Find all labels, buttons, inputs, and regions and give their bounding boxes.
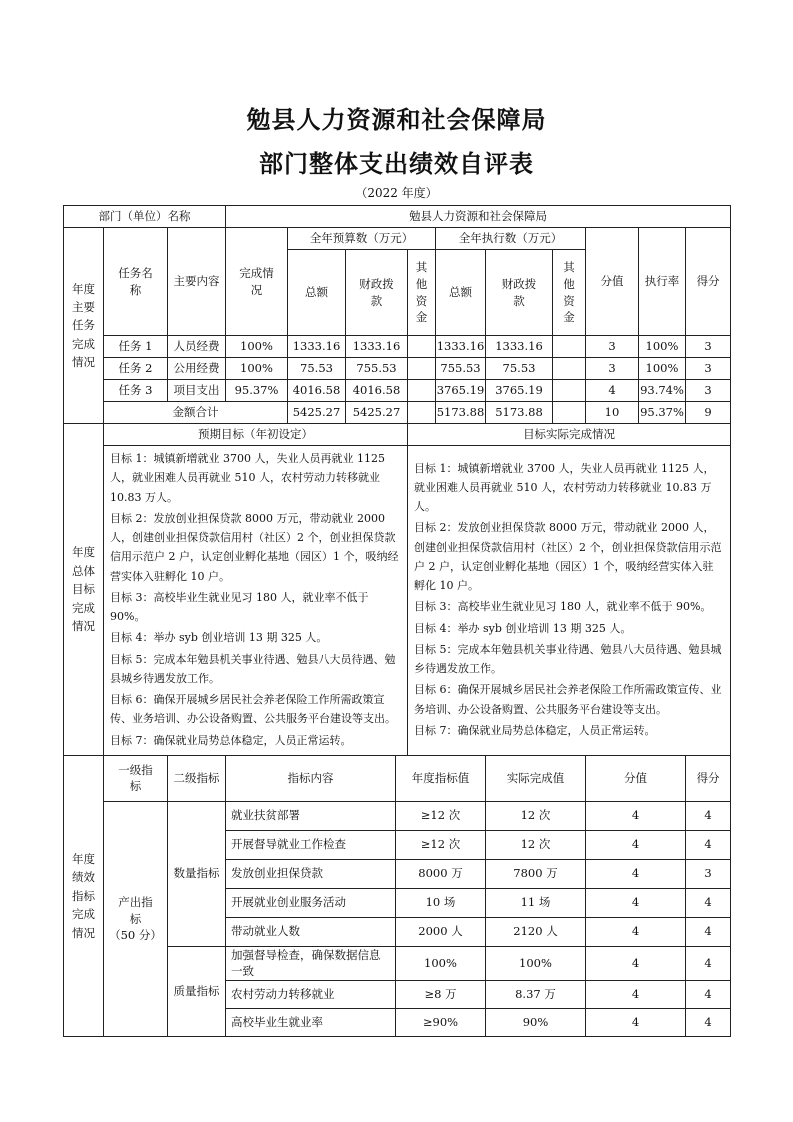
goals-header-row <box>64 424 731 446</box>
task-exec-fiscal: 1333.16 <box>486 336 553 358</box>
task-score-value: 3 <box>586 358 639 380</box>
actual-goal-2: 目标 2：发放创业担保贷款 8000 万元，带动就业 2000 人，创建创业担保贷款信用村（社区）2 个，创业担保贷款信用示范户 2 户，认定创业孵化基地（园区）1 个，吸纳经营实体入驻孵化 10 户。 <box>414 521 722 593</box>
actual-goal-3: 目标 3：高校毕业生就业见习 180 人，就业率不低于 90%。 <box>414 600 712 614</box>
indicator-score: 4 <box>686 1009 731 1037</box>
header-level2: 二级指标 <box>168 755 226 801</box>
header-exec-fiscal: 财政拨 款 <box>486 250 553 336</box>
header-indicator-score: 得分 <box>686 755 731 801</box>
indicator-score: 4 <box>686 917 731 946</box>
indicator-content: 开展就业创业服务活动 <box>226 888 396 917</box>
planned-goal-6: 目标 6：确保开展城乡居民社会养老保险工作所需政策宣传、业务培训、办公设备购置、公共服务平台建设等支出。 <box>110 693 396 726</box>
indicator-target: ≥8 万 <box>396 981 486 1009</box>
task-exec-fiscal: 75.53 <box>486 358 553 380</box>
task-exec-other <box>553 380 586 402</box>
indicator-score-value: 4 <box>586 801 686 830</box>
total-row <box>64 402 731 424</box>
planned-goal-4: 目标 4：举办 syb 创业培训 13 期 325 人。 <box>110 631 328 645</box>
indicator-score: 4 <box>686 888 731 917</box>
task-name: 任务 1 <box>104 336 168 358</box>
planned-goal-1: 目标 1：城镇新增就业 3700 人，失业人员再就业 1125 人，就业困难人员再就业 510 人，农村劳动力转移就业 10.83 万人。 <box>110 452 385 504</box>
performance-table <box>63 205 731 1037</box>
header-budget-group: 全年预算数（万元） <box>288 228 436 250</box>
actual-goal-6: 目标 6：确保开展城乡居民社会养老保险工作所需政策宣传、业务培训、办公设备购置、公共服务平台建设等支出。 <box>414 683 722 716</box>
quantity-indicator-label: 数量指标 <box>168 801 226 946</box>
total-budget-fiscal: 5425.27 <box>346 402 408 424</box>
task-name: 任务 3 <box>104 380 168 402</box>
task-completion: 100% <box>226 358 288 380</box>
task-exec-rate: 100% <box>639 336 686 358</box>
indicator-score: 4 <box>686 946 731 980</box>
goals-content-row <box>64 446 731 756</box>
indicator-score-value: 4 <box>586 917 686 946</box>
task-row <box>64 358 731 380</box>
task-budget-other <box>408 336 436 358</box>
total-budget-total: 5425.27 <box>288 402 346 424</box>
task-budget-total: 4016.58 <box>288 380 346 402</box>
total-label: 金额合计 <box>104 402 288 424</box>
indicator-row <box>64 801 731 830</box>
indicator-actual: 90% <box>486 1009 586 1037</box>
planned-goal-2: 目标 2：发放创业担保贷款 8000 万元，带动就业 2000 人，创建创业担保贷款信用村（社区）2 个，创业担保贷款信用示范户 2 户，认定创业孵化基地（园区）1 个，吸纳经营实体入驻孵化 10 户。 <box>110 511 399 583</box>
indicator-content: 加强督导检查，确保数据信息一致 <box>226 946 396 980</box>
section1-label: 年度 主要 任务 完成 情况 <box>64 228 104 424</box>
indicator-actual: 12 次 <box>486 801 586 830</box>
header-actual-value: 实际完成值 <box>486 755 586 801</box>
header-budget-total: 总额 <box>288 250 346 336</box>
indicator-target: 100% <box>396 946 486 980</box>
indicator-score: 4 <box>686 801 731 830</box>
task-exec-total: 3765.19 <box>436 380 486 402</box>
task-exec-rate: 100% <box>639 358 686 380</box>
planned-goal-7: 目标 7：确保就业局势总体稳定，人员正常运转。 <box>110 733 352 747</box>
task-score: 3 <box>686 336 731 358</box>
dept-label: 部门（单位）名称 <box>64 206 226 228</box>
header-level1: 一级指 标 <box>104 755 168 801</box>
total-score: 9 <box>686 402 731 424</box>
task-budget-other <box>408 380 436 402</box>
section2-label: 年度 总体 目标 完成 情况 <box>64 424 104 756</box>
indicator-score-value: 4 <box>586 830 686 859</box>
section3-label: 年度 绩效 指标 完成 情况 <box>64 755 104 1036</box>
task-exec-total: 755.53 <box>436 358 486 380</box>
task-exec-rate: 93.74% <box>639 380 686 402</box>
task-budget-other <box>408 358 436 380</box>
task-exec-other <box>553 336 586 358</box>
task-header-row-1 <box>64 228 731 250</box>
task-score: 3 <box>686 358 731 380</box>
indicator-target: 8000 万 <box>396 859 486 888</box>
task-budget-total: 75.53 <box>288 358 346 380</box>
indicator-score: 4 <box>686 981 731 1009</box>
header-exec-total: 总额 <box>436 250 486 336</box>
indicator-actual: 11 场 <box>486 888 586 917</box>
task-budget-fiscal: 755.53 <box>346 358 408 380</box>
total-exec-fiscal: 5173.88 <box>486 402 553 424</box>
total-exec-total: 5173.88 <box>436 402 486 424</box>
task-completion: 95.37% <box>226 380 288 402</box>
indicator-actual: 2120 人 <box>486 917 586 946</box>
indicator-header-row <box>64 755 731 801</box>
task-content: 项目支出 <box>168 380 226 402</box>
task-completion: 100% <box>226 336 288 358</box>
header-indicator-score-value: 分值 <box>586 755 686 801</box>
task-content: 公用经费 <box>168 358 226 380</box>
indicator-target: 10 场 <box>396 888 486 917</box>
title-line-2: 部门整体支出绩效自评表 <box>259 150 534 178</box>
actual-goal-4: 目标 4：举办 syb 创业培训 13 期 325 人。 <box>414 621 632 635</box>
task-score-value: 3 <box>586 336 639 358</box>
header-content: 主要内容 <box>168 228 226 336</box>
indicator-content: 就业扶贫部署 <box>226 801 396 830</box>
quality-indicator-label: 质量指标 <box>168 946 226 1036</box>
task-budget-fiscal: 1333.16 <box>346 336 408 358</box>
indicator-actual: 8.37 万 <box>486 981 586 1009</box>
actual-goal-5: 目标 5：完成本年勉县机关事业待遇、勉县八大员待遇、勉县城乡待遇发放工作。 <box>414 642 722 676</box>
task-budget-fiscal: 4016.58 <box>346 380 408 402</box>
year-label: （2022 年度） <box>355 186 438 200</box>
dept-row <box>64 206 731 228</box>
header-score-value: 分值 <box>586 228 639 336</box>
header-exec-other: 其 他 资 金 <box>553 250 586 336</box>
total-score-value: 10 <box>586 402 639 424</box>
indicator-score-value: 4 <box>586 859 686 888</box>
task-name: 任务 2 <box>104 358 168 380</box>
indicator-target: 2000 人 <box>396 917 486 946</box>
header-task-name: 任务名 称 <box>104 228 168 336</box>
output-indicator-label: 产出指 标 （50 分） <box>104 801 168 1036</box>
header-completion: 完成情 况 <box>226 228 288 336</box>
actual-goals <box>408 446 731 756</box>
indicator-score-value: 4 <box>586 981 686 1009</box>
indicator-score: 4 <box>686 830 731 859</box>
indicator-content: 农村劳动力转移就业 <box>226 981 396 1009</box>
total-exec-other <box>553 402 586 424</box>
planned-goals-header: 预期目标（年初设定） <box>104 424 408 446</box>
header-exec-group: 全年执行数（万元） <box>436 228 586 250</box>
task-row <box>64 380 731 402</box>
task-exec-fiscal: 3765.19 <box>486 380 553 402</box>
indicator-content: 开展督导就业工作检查 <box>226 830 396 859</box>
header-target-value: 年度指标值 <box>396 755 486 801</box>
indicator-actual: 100% <box>486 946 586 980</box>
header-score: 得分 <box>686 228 731 336</box>
task-budget-total: 1333.16 <box>288 336 346 358</box>
indicator-target: ≥12 次 <box>396 830 486 859</box>
indicator-score-value: 4 <box>586 946 686 980</box>
indicator-content: 发放创业担保贷款 <box>226 859 396 888</box>
actual-goal-7: 目标 7：确保就业局势总体稳定，人员正常运转。 <box>414 723 656 737</box>
header-indicator-content: 指标内容 <box>226 755 396 801</box>
task-score-value: 4 <box>586 380 639 402</box>
task-content: 人员经费 <box>168 336 226 358</box>
planned-goals <box>104 446 408 756</box>
indicator-content: 高校毕业生就业率 <box>226 1009 396 1037</box>
header-exec-rate: 执行率 <box>639 228 686 336</box>
header-budget-fiscal: 财政拨 款 <box>346 250 408 336</box>
total-exec-rate: 95.37% <box>639 402 686 424</box>
indicator-actual: 12 次 <box>486 830 586 859</box>
actual-goal-1: 目标 1：城镇新增就业 3700 人，失业人员再就业 1125 人，就业困难人员再就业 510 人，农村劳动力转移就业 10.83 万人。 <box>414 461 715 514</box>
indicator-score: 3 <box>686 859 731 888</box>
indicator-score-value: 4 <box>586 1009 686 1037</box>
title-line-1: 勉县人力资源和社会保障局 <box>246 106 547 134</box>
task-score: 3 <box>686 380 731 402</box>
actual-goals-header: 目标实际完成情况 <box>408 424 731 446</box>
indicator-score-value: 4 <box>586 888 686 917</box>
task-row <box>64 336 731 358</box>
indicator-target: ≥90% <box>396 1009 486 1037</box>
planned-goal-5: 目标 5：完成本年勉县机关事业待遇、勉县八大员待遇、勉县城乡待遇发放工作。 <box>110 652 396 685</box>
header-budget-other: 其 他 资 金 <box>408 250 436 336</box>
dept-value: 勉县人力资源和社会保障局 <box>226 206 731 228</box>
task-exec-total: 1333.16 <box>436 336 486 358</box>
indicator-target: ≥12 次 <box>396 801 486 830</box>
total-budget-other <box>408 402 436 424</box>
task-exec-other <box>553 358 586 380</box>
indicator-content: 带动就业人数 <box>226 917 396 946</box>
planned-goal-3: 目标 3：高校毕业生就业见习 180 人，就业率不低于 90%。 <box>110 590 369 623</box>
indicator-actual: 7800 万 <box>486 859 586 888</box>
